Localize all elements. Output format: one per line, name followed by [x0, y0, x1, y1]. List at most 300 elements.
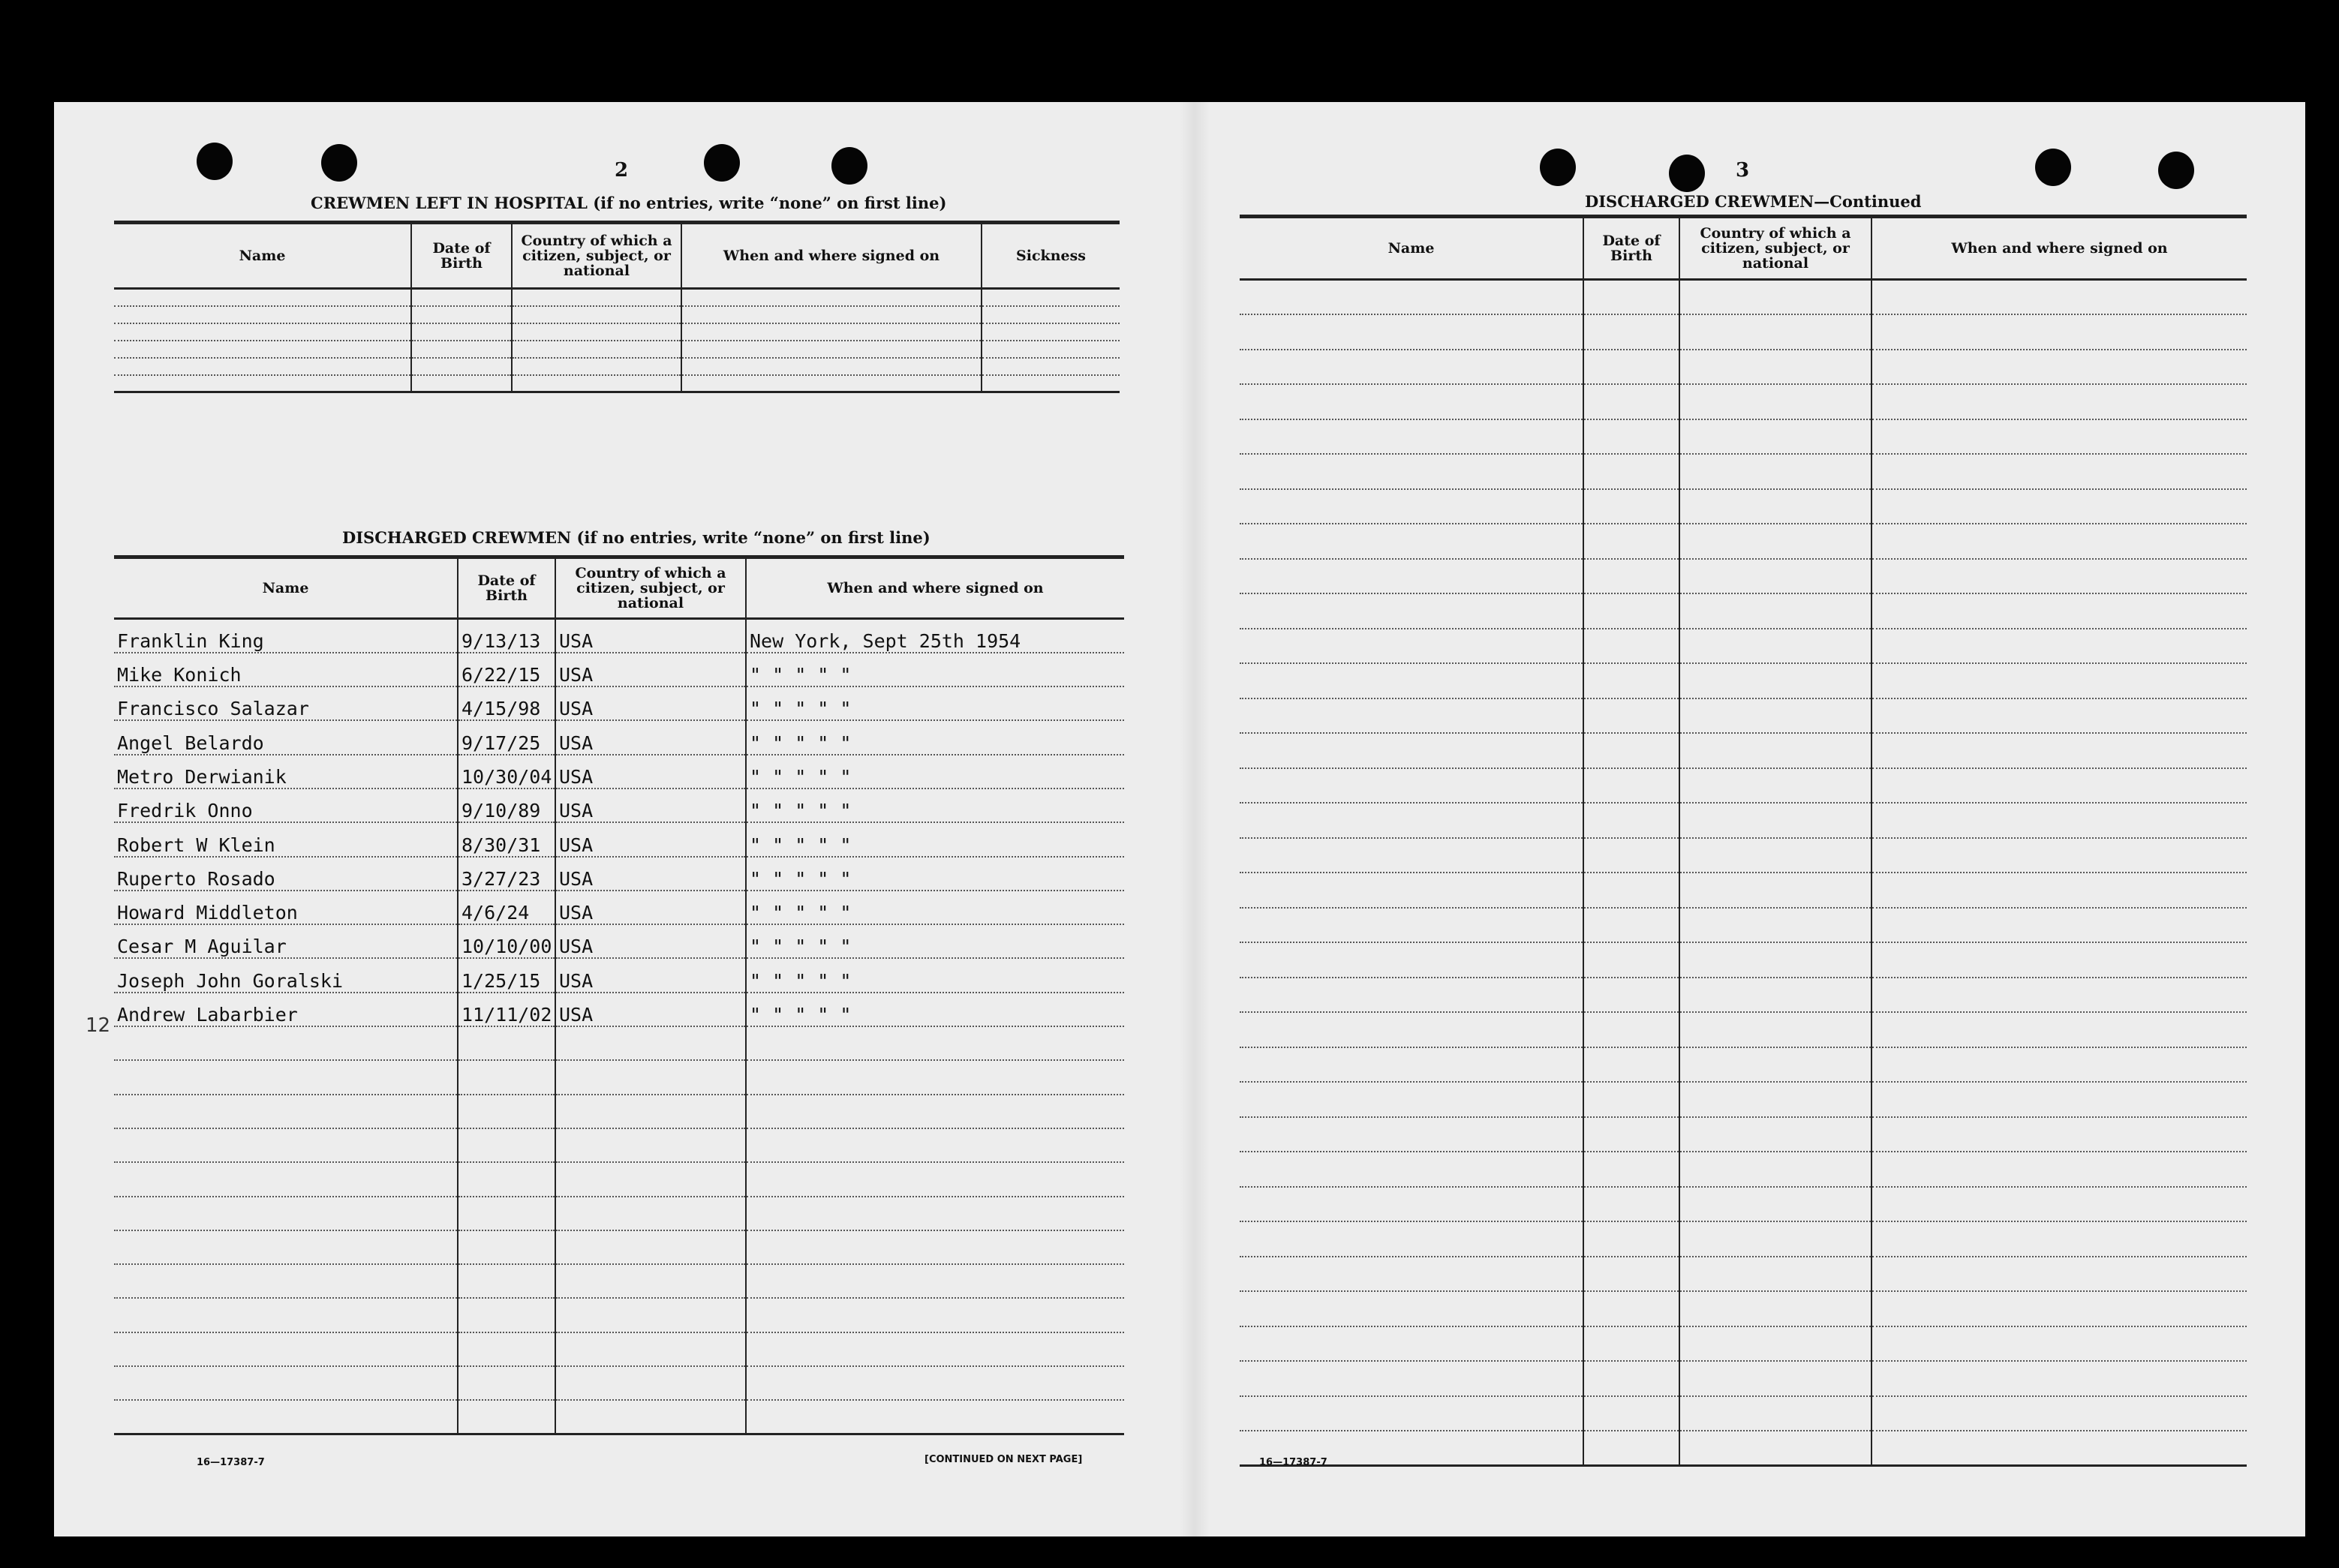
country-cell — [1679, 1326, 1872, 1362]
dob-cell — [1583, 663, 1679, 698]
dob-cell — [458, 1230, 555, 1264]
dob-cell — [1583, 1012, 1679, 1047]
name-cell — [1240, 629, 1583, 664]
table-row — [1240, 524, 2247, 559]
hospital-title-note: (if no entries, write “none” on first line) — [593, 194, 947, 212]
signed-on-cell — [1872, 559, 2247, 594]
country-cell — [1679, 838, 1872, 873]
country-cell — [1679, 1187, 1872, 1222]
signed-on-cell — [1872, 1187, 2247, 1222]
name-cell — [114, 1298, 458, 1332]
name-cell — [1240, 280, 1583, 315]
country-cell — [512, 375, 681, 392]
table-row — [1240, 1361, 2247, 1396]
country-cell: USA — [555, 619, 746, 653]
form-code: 16—17387-7 — [197, 1457, 265, 1468]
table-row — [1240, 803, 2247, 838]
table-row — [1240, 942, 2247, 978]
signed-on-cell — [1872, 593, 2247, 629]
table-row — [1240, 873, 2247, 908]
dob-cell — [1583, 1396, 1679, 1431]
country-cell — [555, 1060, 746, 1094]
dob-cell — [411, 358, 512, 375]
signed-on-cell — [1872, 419, 2247, 455]
table-row — [1240, 1221, 2247, 1257]
country-cell — [1679, 908, 1872, 943]
discharged-title-note: (if no entries, write “none” on first line) — [576, 528, 930, 547]
name-cell — [114, 341, 411, 358]
sickness-cell — [982, 358, 1120, 375]
dob-cell — [458, 1128, 555, 1162]
name-cell — [1240, 350, 1583, 385]
name-cell — [1240, 768, 1583, 804]
name-cell — [114, 1264, 458, 1298]
signed-on-cell — [1872, 454, 2247, 489]
table-row — [1240, 1291, 2247, 1326]
name-cell — [1240, 873, 1583, 908]
signed-on-cell: " " " " " — [746, 958, 1124, 992]
name-cell — [1240, 733, 1583, 768]
document-sheet — [54, 102, 2305, 1536]
dob-cell — [1583, 524, 1679, 559]
country-cell — [1679, 942, 1872, 978]
name-cell — [114, 1095, 458, 1128]
name-cell — [1240, 559, 1583, 594]
country-cell — [512, 306, 681, 323]
table-row — [1240, 1326, 2247, 1362]
table-row — [114, 1366, 1124, 1400]
signed-on-cell: " " " " " — [746, 822, 1124, 856]
table-row — [1240, 663, 2247, 698]
signed-on-cell — [1872, 942, 2247, 978]
table-row — [114, 1095, 1124, 1128]
signed-on-cell — [746, 1197, 1124, 1230]
center-fold — [1180, 102, 1210, 1536]
country-cell — [555, 1230, 746, 1264]
name-cell — [1240, 1152, 1583, 1187]
hospital-section-title — [311, 194, 946, 212]
dob-cell — [458, 1197, 555, 1230]
dob-cell — [1583, 629, 1679, 664]
country-cell: USA — [555, 924, 746, 958]
dob-cell: 4/15/98 — [458, 686, 555, 720]
name-cell — [1240, 1117, 1583, 1152]
name-cell — [114, 1400, 458, 1434]
name-cell — [1240, 1291, 1583, 1326]
country-cell — [1679, 1082, 1872, 1117]
table-row — [114, 1298, 1124, 1332]
name-cell — [114, 1366, 458, 1400]
dob-cell: 6/22/15 — [458, 653, 555, 686]
country-cell: USA — [555, 789, 746, 822]
name-cell — [1240, 1082, 1583, 1117]
name-cell — [114, 306, 411, 323]
country-cell: USA — [555, 993, 746, 1026]
table-row — [1240, 419, 2247, 455]
dob-cell — [1583, 978, 1679, 1013]
country-cell: USA — [555, 653, 746, 686]
table-row — [1240, 978, 2247, 1013]
continued-note: [CONTINUED ON NEXT PAGE] — [924, 1454, 1083, 1465]
table-row — [114, 1197, 1124, 1230]
col-signed-on: When and where signed on — [746, 557, 1124, 619]
country-cell — [1679, 280, 1872, 315]
col-country: Country of which a citizen, subject, or national — [1679, 217, 1872, 280]
signed-on-cell: " " " " " — [746, 789, 1124, 822]
table-row — [114, 993, 1124, 1026]
signed-on-cell — [681, 306, 982, 323]
country-cell — [1679, 419, 1872, 455]
dob-cell — [458, 1026, 555, 1060]
dob-cell: 4/6/24 — [458, 891, 555, 924]
table-row — [114, 1026, 1124, 1060]
dob-cell — [458, 1400, 555, 1434]
table-row — [114, 1400, 1124, 1434]
table-row — [1240, 350, 2247, 385]
signed-on-cell — [746, 1400, 1124, 1434]
dob-cell — [411, 323, 512, 341]
signed-on-cell: " " " " " — [746, 755, 1124, 789]
dob-cell — [1583, 1082, 1679, 1117]
table-row — [1240, 1431, 2247, 1466]
name-cell: Joseph John Goralski — [114, 958, 458, 992]
name-cell — [1240, 838, 1583, 873]
country-cell — [1679, 873, 1872, 908]
dob-cell — [458, 1366, 555, 1400]
dob-cell — [1583, 838, 1679, 873]
dob-cell — [1583, 314, 1679, 350]
signed-on-cell — [681, 289, 982, 306]
dob-cell — [458, 1060, 555, 1094]
name-cell: Robert W Klein — [114, 822, 458, 856]
name-cell — [114, 375, 411, 392]
signed-on-cell — [1872, 384, 2247, 419]
name-cell — [114, 1026, 458, 1060]
name-cell — [1240, 314, 1583, 350]
table-row — [114, 1128, 1124, 1162]
table-row — [114, 924, 1124, 958]
sickness-cell — [982, 375, 1120, 392]
country-cell — [1679, 1431, 1872, 1466]
discharged-continued-table — [1240, 215, 2247, 1467]
col-signed-on: When and where signed on — [1872, 217, 2247, 280]
dob-cell — [1583, 942, 1679, 978]
dob-cell — [1583, 1187, 1679, 1222]
table-row — [1240, 1117, 2247, 1152]
table-row — [114, 653, 1124, 686]
name-cell — [114, 1060, 458, 1094]
country-cell — [512, 289, 681, 306]
signed-on-cell — [1872, 1152, 2247, 1187]
col-date-of-birth: Date of Birth — [1583, 217, 1679, 280]
dob-cell: 9/17/25 — [458, 720, 555, 754]
signed-on-cell: " " " " " — [746, 857, 1124, 891]
country-cell — [1679, 768, 1872, 804]
dob-cell — [458, 1332, 555, 1366]
name-cell — [1240, 803, 1583, 838]
country-cell — [555, 1264, 746, 1298]
signed-on-cell — [1872, 908, 2247, 943]
table-row — [1240, 1082, 2247, 1117]
name-cell: Angel Belardo — [114, 720, 458, 754]
country-cell: USA — [555, 857, 746, 891]
table-row — [1240, 384, 2247, 419]
name-cell — [1240, 1396, 1583, 1431]
table-row — [114, 1230, 1124, 1264]
country-cell — [1679, 733, 1872, 768]
table-row — [1240, 908, 2247, 943]
dob-cell: 3/27/23 — [458, 857, 555, 891]
dob-cell — [1583, 280, 1679, 315]
country-cell — [1679, 629, 1872, 664]
table-row — [1240, 1012, 2247, 1047]
table-row — [1240, 454, 2247, 489]
signed-on-cell: New York, Sept 25th 1954 — [746, 619, 1124, 653]
table-row — [114, 720, 1124, 754]
table-row — [1240, 1257, 2247, 1292]
table-row — [1240, 593, 2247, 629]
col-sickness: Sickness — [982, 223, 1120, 289]
dob-cell — [1583, 1431, 1679, 1466]
country-cell: USA — [555, 958, 746, 992]
col-name: Name — [114, 557, 458, 619]
dob-cell — [458, 1162, 555, 1196]
signed-on-cell — [1872, 803, 2247, 838]
name-cell: Ruperto Rosado — [114, 857, 458, 891]
dob-cell — [1583, 419, 1679, 455]
page-number: 2 — [614, 159, 629, 182]
dob-cell — [1583, 803, 1679, 838]
signed-on-cell — [681, 323, 982, 341]
dob-cell: 11/11/02 — [458, 993, 555, 1026]
dob-cell — [1583, 1221, 1679, 1257]
name-cell: Fredrik Onno — [114, 789, 458, 822]
name-cell — [1240, 1047, 1583, 1083]
table-row — [114, 306, 1120, 323]
name-cell — [1240, 1257, 1583, 1292]
country-cell — [555, 1400, 746, 1434]
table-row — [1240, 559, 2247, 594]
signed-on-cell — [1872, 663, 2247, 698]
signed-on-cell — [681, 375, 982, 392]
signed-on-cell — [1872, 314, 2247, 350]
country-cell — [1679, 803, 1872, 838]
table-row — [114, 323, 1120, 341]
dob-cell — [1583, 350, 1679, 385]
signed-on-cell — [681, 358, 982, 375]
dob-cell — [411, 289, 512, 306]
country-cell — [1679, 1152, 1872, 1187]
name-cell — [1240, 1361, 1583, 1396]
sickness-cell — [982, 306, 1120, 323]
dob-cell — [1583, 593, 1679, 629]
table-row — [1240, 314, 2247, 350]
signed-on-cell — [1872, 1082, 2247, 1117]
signed-on-cell — [1872, 524, 2247, 559]
dob-cell: 9/13/13 — [458, 619, 555, 653]
country-cell — [1679, 489, 1872, 524]
signed-on-cell — [1872, 768, 2247, 804]
country-cell — [555, 1298, 746, 1332]
table-row — [1240, 1047, 2247, 1083]
table-row — [1240, 1152, 2247, 1187]
dob-cell — [1583, 1047, 1679, 1083]
name-cell — [1240, 384, 1583, 419]
col-country: Country of which a citizen, subject, or national — [555, 557, 746, 619]
dob-cell — [1583, 1361, 1679, 1396]
name-cell — [114, 1332, 458, 1366]
hospital-title-text: CREWMEN LEFT IN HOSPITAL — [311, 194, 588, 212]
dob-cell — [458, 1298, 555, 1332]
table-row — [1240, 698, 2247, 734]
country-cell — [1679, 1361, 1872, 1396]
signed-on-cell — [1872, 1047, 2247, 1083]
name-cell — [1240, 454, 1583, 489]
name-cell — [1240, 698, 1583, 734]
signed-on-cell — [681, 341, 982, 358]
signed-on-cell — [1872, 1257, 2247, 1292]
table-row — [1240, 489, 2247, 524]
signed-on-cell: " " " " " — [746, 891, 1124, 924]
name-cell — [114, 1128, 458, 1162]
discharged-title-text: DISCHARGED CREWMEN — [342, 528, 572, 547]
signed-on-cell — [746, 1366, 1124, 1400]
table-row — [114, 755, 1124, 789]
margin-tally-mark: 12 — [86, 1014, 111, 1037]
signed-on-cell — [746, 1026, 1124, 1060]
dob-cell — [1583, 873, 1679, 908]
country-cell: USA — [555, 720, 746, 754]
page-number: 3 — [1735, 159, 1750, 182]
dob-cell — [1583, 489, 1679, 524]
signed-on-cell — [746, 1095, 1124, 1128]
table-row — [114, 789, 1124, 822]
dob-cell — [1583, 1291, 1679, 1326]
signed-on-cell — [746, 1332, 1124, 1366]
table-row — [1240, 733, 2247, 768]
right-page — [1240, 102, 2305, 1536]
country-cell — [1679, 663, 1872, 698]
dob-cell — [1583, 1117, 1679, 1152]
dob-cell — [1583, 559, 1679, 594]
signed-on-cell — [1872, 1431, 2247, 1466]
name-cell — [114, 1197, 458, 1230]
country-cell — [1679, 698, 1872, 734]
sickness-cell — [982, 323, 1120, 341]
dob-cell — [1583, 768, 1679, 804]
name-cell — [114, 1162, 458, 1196]
country-cell — [1679, 559, 1872, 594]
name-cell: Andrew Labarbier — [114, 993, 458, 1026]
dob-cell — [1583, 454, 1679, 489]
name-cell: Mike Konich — [114, 653, 458, 686]
dob-cell — [1583, 1326, 1679, 1362]
col-signed-on: When and where signed on — [681, 223, 982, 289]
signed-on-cell — [1872, 629, 2247, 664]
country-cell — [1679, 1291, 1872, 1326]
col-country: Country of which a citizen, subject, or national — [512, 223, 681, 289]
table-row — [114, 375, 1120, 392]
country-cell — [555, 1026, 746, 1060]
col-name: Name — [1240, 217, 1583, 280]
country-cell — [1679, 384, 1872, 419]
dob-cell — [1583, 698, 1679, 734]
table-row — [1240, 838, 2247, 873]
name-cell — [114, 289, 411, 306]
signed-on-cell — [746, 1162, 1124, 1196]
table-row — [114, 857, 1124, 891]
table-row — [114, 1264, 1124, 1298]
signed-on-cell — [1872, 873, 2247, 908]
name-cell — [1240, 524, 1583, 559]
name-cell — [1240, 1326, 1583, 1362]
name-cell — [114, 1230, 458, 1264]
discharged-continued-title: DISCHARGED CREWMEN—Continued — [1585, 192, 1922, 211]
col-name: Name — [114, 223, 411, 289]
signed-on-cell — [1872, 489, 2247, 524]
dob-cell: 10/30/04 — [458, 755, 555, 789]
table-row — [1240, 280, 2247, 315]
hospital-table — [114, 221, 1120, 393]
dob-cell — [1583, 384, 1679, 419]
signed-on-cell — [1872, 280, 2247, 315]
signed-on-cell — [746, 1060, 1124, 1094]
country-cell — [555, 1128, 746, 1162]
col-date-of-birth: Date of Birth — [458, 557, 555, 619]
signed-on-cell — [746, 1298, 1124, 1332]
signed-on-cell — [1872, 733, 2247, 768]
sickness-cell — [982, 341, 1120, 358]
name-cell: Howard Middleton — [114, 891, 458, 924]
name-cell — [1240, 1187, 1583, 1222]
name-cell: Metro Derwianik — [114, 755, 458, 789]
dob-cell — [1583, 733, 1679, 768]
signed-on-cell — [1872, 350, 2247, 385]
country-cell — [555, 1366, 746, 1400]
table-row — [1240, 1396, 2247, 1431]
signed-on-cell — [1872, 1291, 2247, 1326]
table-row — [114, 358, 1120, 375]
name-cell — [1240, 593, 1583, 629]
name-cell: Cesar M Aguilar — [114, 924, 458, 958]
country-cell — [555, 1095, 746, 1128]
country-cell — [1679, 524, 1872, 559]
table-row — [114, 341, 1120, 358]
signed-on-cell — [1872, 1396, 2247, 1431]
signed-on-cell: " " " " " — [746, 653, 1124, 686]
dob-cell: 9/10/89 — [458, 789, 555, 822]
name-cell — [1240, 489, 1583, 524]
country-cell — [512, 358, 681, 375]
dob-cell — [1583, 1152, 1679, 1187]
table-row — [1240, 629, 2247, 664]
name-cell — [114, 358, 411, 375]
country-cell: USA — [555, 755, 746, 789]
country-cell — [512, 323, 681, 341]
table-row — [114, 619, 1124, 653]
signed-on-cell — [1872, 978, 2247, 1013]
name-cell — [1240, 978, 1583, 1013]
name-cell — [1240, 1221, 1583, 1257]
dob-cell — [411, 341, 512, 358]
table-row — [114, 1332, 1124, 1366]
table-row — [114, 1162, 1124, 1196]
signed-on-cell: " " " " " — [746, 993, 1124, 1026]
country-cell — [555, 1332, 746, 1366]
discharged-table — [114, 555, 1124, 1435]
dob-cell — [1583, 908, 1679, 943]
table-row — [114, 958, 1124, 992]
